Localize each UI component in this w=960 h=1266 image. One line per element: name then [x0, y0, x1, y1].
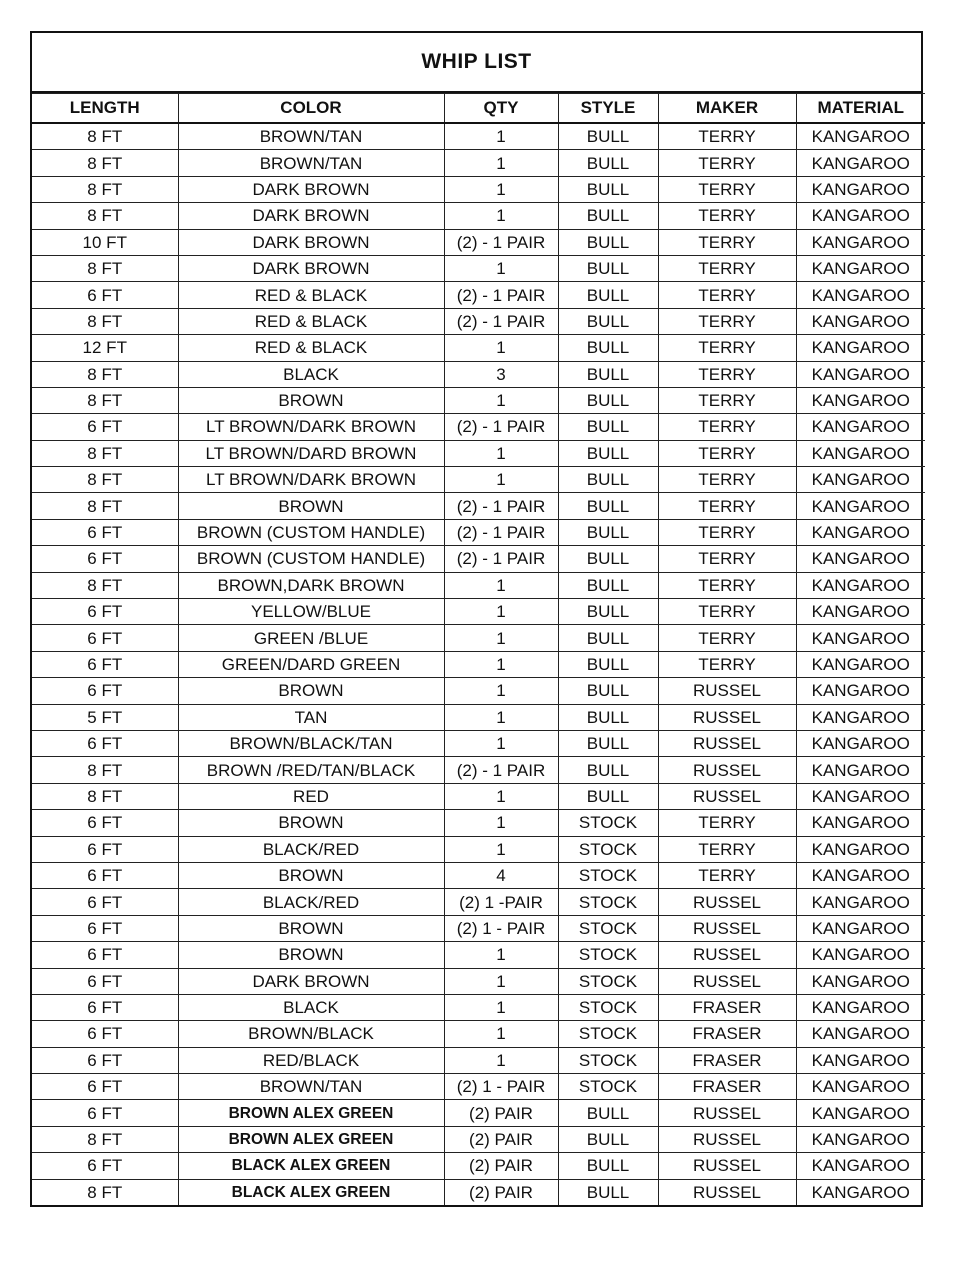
cell-maker: TERRY: [658, 335, 796, 361]
cell-maker: TERRY: [658, 387, 796, 413]
cell-maker: TERRY: [658, 836, 796, 862]
cell-material: KANGAROO: [796, 255, 925, 281]
table-row: [32, 757, 925, 783]
cell-style: BULL: [558, 493, 658, 519]
cell-color: BROWN,DARK BROWN: [178, 572, 444, 598]
cell-color: BLACK/RED: [178, 836, 444, 862]
table-row: [32, 335, 925, 361]
cell-color: BROWN: [178, 862, 444, 888]
cell-style: STOCK: [558, 862, 658, 888]
cell-style: STOCK: [558, 994, 658, 1020]
cell-qty: 1: [444, 942, 558, 968]
cell-color: LT BROWN/DARD BROWN: [178, 440, 444, 466]
cell-color: BROWN: [178, 387, 444, 413]
cell-length: 6 FT: [32, 942, 178, 968]
cell-maker: RUSSEL: [658, 889, 796, 915]
cell-maker: TERRY: [658, 150, 796, 176]
cell-material: KANGAROO: [796, 704, 925, 730]
cell-length: 8 FT: [32, 493, 178, 519]
cell-color: DARK BROWN: [178, 203, 444, 229]
cell-length: 8 FT: [32, 255, 178, 281]
cell-style: BULL: [558, 625, 658, 651]
cell-maker: FRASER: [658, 1021, 796, 1047]
cell-style: BULL: [558, 440, 658, 466]
cell-maker: TERRY: [658, 282, 796, 308]
table-row: [32, 1126, 925, 1152]
cell-qty: 1: [444, 335, 558, 361]
cell-maker: TERRY: [658, 414, 796, 440]
cell-material: KANGAROO: [796, 572, 925, 598]
cell-maker: FRASER: [658, 1047, 796, 1073]
cell-material: KANGAROO: [796, 810, 925, 836]
cell-maker: TERRY: [658, 176, 796, 202]
cell-length: 6 FT: [32, 1100, 178, 1126]
cell-maker: RUSSEL: [658, 1126, 796, 1152]
cell-color: BROWN ALEX GREEN: [178, 1100, 444, 1126]
cell-qty: (2) PAIR: [444, 1179, 558, 1205]
table-row: [32, 1074, 925, 1100]
whip-table: [32, 93, 925, 1205]
cell-material: KANGAROO: [796, 282, 925, 308]
cell-material: KANGAROO: [796, 968, 925, 994]
cell-color: BLACK/RED: [178, 889, 444, 915]
cell-color: BROWN: [178, 942, 444, 968]
table-row: [32, 862, 925, 888]
table-row: [32, 546, 925, 572]
table-row: [32, 889, 925, 915]
table-row: [32, 942, 925, 968]
cell-material: KANGAROO: [796, 546, 925, 572]
cell-color: BLACK: [178, 994, 444, 1020]
cell-material: KANGAROO: [796, 625, 925, 651]
cell-material: KANGAROO: [796, 467, 925, 493]
table-row: [32, 915, 925, 941]
cell-style: BULL: [558, 757, 658, 783]
table-row: [32, 150, 925, 176]
cell-length: 8 FT: [32, 783, 178, 809]
cell-material: KANGAROO: [796, 203, 925, 229]
cell-color: BROWN/BLACK: [178, 1021, 444, 1047]
cell-maker: RUSSEL: [658, 783, 796, 809]
cell-qty: 1: [444, 836, 558, 862]
cell-length: 6 FT: [32, 678, 178, 704]
table-row: [32, 203, 925, 229]
column-header-qty: QTY: [444, 94, 558, 124]
cell-maker: TERRY: [658, 810, 796, 836]
cell-color: RED: [178, 783, 444, 809]
cell-color: BROWN: [178, 678, 444, 704]
table-row: [32, 1153, 925, 1179]
cell-length: 8 FT: [32, 467, 178, 493]
cell-material: KANGAROO: [796, 836, 925, 862]
cell-material: KANGAROO: [796, 942, 925, 968]
cell-length: 6 FT: [32, 1074, 178, 1100]
cell-style: STOCK: [558, 1047, 658, 1073]
cell-maker: TERRY: [658, 308, 796, 334]
cell-qty: 1: [444, 387, 558, 413]
cell-length: 6 FT: [32, 862, 178, 888]
cell-color: BROWN (CUSTOM HANDLE): [178, 546, 444, 572]
cell-length: 6 FT: [32, 730, 178, 756]
cell-qty: (2) - 1 PAIR: [444, 282, 558, 308]
cell-style: STOCK: [558, 810, 658, 836]
cell-length: 6 FT: [32, 968, 178, 994]
cell-style: BULL: [558, 1126, 658, 1152]
cell-material: KANGAROO: [796, 440, 925, 466]
cell-style: BULL: [558, 414, 658, 440]
cell-qty: 1: [444, 1047, 558, 1073]
table-row: [32, 836, 925, 862]
cell-style: BULL: [558, 203, 658, 229]
table-row: [32, 783, 925, 809]
cell-material: KANGAROO: [796, 1100, 925, 1126]
cell-maker: RUSSEL: [658, 678, 796, 704]
table-row: [32, 493, 925, 519]
cell-maker: TERRY: [658, 255, 796, 281]
cell-color: BLACK ALEX GREEN: [178, 1179, 444, 1205]
cell-color: BROWN/BLACK/TAN: [178, 730, 444, 756]
cell-maker: RUSSEL: [658, 704, 796, 730]
cell-qty: 1: [444, 704, 558, 730]
cell-style: STOCK: [558, 915, 658, 941]
table-row: [32, 361, 925, 387]
cell-qty: 1: [444, 968, 558, 994]
cell-length: 8 FT: [32, 123, 178, 150]
cell-maker: FRASER: [658, 994, 796, 1020]
column-header-material: MATERIAL: [796, 94, 925, 124]
cell-material: KANGAROO: [796, 335, 925, 361]
cell-length: 8 FT: [32, 757, 178, 783]
cell-material: KANGAROO: [796, 387, 925, 413]
cell-maker: TERRY: [658, 203, 796, 229]
cell-length: 8 FT: [32, 387, 178, 413]
cell-qty: 1: [444, 203, 558, 229]
cell-style: STOCK: [558, 1074, 658, 1100]
cell-style: BULL: [558, 255, 658, 281]
cell-material: KANGAROO: [796, 1153, 925, 1179]
table-row: [32, 229, 925, 255]
cell-maker: TERRY: [658, 625, 796, 651]
cell-qty: (2) PAIR: [444, 1153, 558, 1179]
cell-color: BROWN/TAN: [178, 123, 444, 150]
cell-qty: (2) - 1 PAIR: [444, 519, 558, 545]
cell-style: BULL: [558, 678, 658, 704]
cell-style: BULL: [558, 546, 658, 572]
cell-color: BROWN: [178, 810, 444, 836]
cell-color: DARK BROWN: [178, 229, 444, 255]
table-row: [32, 1100, 925, 1126]
cell-style: BULL: [558, 1153, 658, 1179]
cell-color: BROWN: [178, 915, 444, 941]
cell-maker: TERRY: [658, 599, 796, 625]
cell-qty: 1: [444, 810, 558, 836]
table-row: [32, 123, 925, 150]
cell-qty: 3: [444, 361, 558, 387]
cell-material: KANGAROO: [796, 1074, 925, 1100]
cell-style: BULL: [558, 282, 658, 308]
table-row: [32, 678, 925, 704]
cell-color: BROWN (CUSTOM HANDLE): [178, 519, 444, 545]
cell-material: KANGAROO: [796, 862, 925, 888]
cell-maker: RUSSEL: [658, 942, 796, 968]
cell-material: KANGAROO: [796, 414, 925, 440]
cell-qty: 1: [444, 678, 558, 704]
cell-color: BROWN: [178, 493, 444, 519]
cell-color: RED & BLACK: [178, 282, 444, 308]
table-row: [32, 282, 925, 308]
cell-color: DARK BROWN: [178, 176, 444, 202]
cell-maker: RUSSEL: [658, 1179, 796, 1205]
cell-qty: 1: [444, 150, 558, 176]
table-row: [32, 414, 925, 440]
cell-qty: (2) - 1 PAIR: [444, 493, 558, 519]
cell-length: 6 FT: [32, 810, 178, 836]
cell-style: STOCK: [558, 836, 658, 862]
cell-color: YELLOW/BLUE: [178, 599, 444, 625]
cell-maker: RUSSEL: [658, 1153, 796, 1179]
cell-maker: TERRY: [658, 651, 796, 677]
cell-maker: RUSSEL: [658, 757, 796, 783]
cell-maker: TERRY: [658, 546, 796, 572]
cell-material: KANGAROO: [796, 1179, 925, 1205]
cell-color: GREEN/DARD GREEN: [178, 651, 444, 677]
cell-length: 8 FT: [32, 308, 178, 334]
table-row: [32, 387, 925, 413]
cell-material: KANGAROO: [796, 229, 925, 255]
cell-color: BROWN/TAN: [178, 150, 444, 176]
cell-material: KANGAROO: [796, 1021, 925, 1047]
table-row: [32, 308, 925, 334]
cell-qty: 1: [444, 123, 558, 150]
page-title: WHIP LIST: [32, 33, 921, 93]
cell-qty: 4: [444, 862, 558, 888]
table-row: [32, 255, 925, 281]
cell-style: BULL: [558, 599, 658, 625]
table-row: [32, 994, 925, 1020]
cell-qty: (2) - 1 PAIR: [444, 308, 558, 334]
cell-color: LT BROWN/DARK BROWN: [178, 414, 444, 440]
cell-style: BULL: [558, 730, 658, 756]
cell-color: DARK BROWN: [178, 255, 444, 281]
cell-material: KANGAROO: [796, 651, 925, 677]
cell-style: STOCK: [558, 889, 658, 915]
cell-color: LT BROWN/DARK BROWN: [178, 467, 444, 493]
cell-color: BLACK ALEX GREEN: [178, 1153, 444, 1179]
cell-color: RED & BLACK: [178, 308, 444, 334]
cell-qty: 1: [444, 1021, 558, 1047]
cell-style: BULL: [558, 176, 658, 202]
cell-length: 6 FT: [32, 546, 178, 572]
cell-color: RED/BLACK: [178, 1047, 444, 1073]
cell-qty: 1: [444, 994, 558, 1020]
cell-color: BROWN /RED/TAN/BLACK: [178, 757, 444, 783]
cell-qty: 1: [444, 176, 558, 202]
cell-style: BULL: [558, 335, 658, 361]
cell-color: GREEN /BLUE: [178, 625, 444, 651]
cell-length: 6 FT: [32, 519, 178, 545]
cell-length: 8 FT: [32, 1179, 178, 1205]
cell-maker: RUSSEL: [658, 968, 796, 994]
cell-material: KANGAROO: [796, 176, 925, 202]
cell-maker: RUSSEL: [658, 1100, 796, 1126]
cell-length: 6 FT: [32, 599, 178, 625]
cell-maker: TERRY: [658, 467, 796, 493]
cell-material: KANGAROO: [796, 730, 925, 756]
cell-qty: (2) 1 - PAIR: [444, 915, 558, 941]
column-header-style: STYLE: [558, 94, 658, 124]
cell-material: KANGAROO: [796, 678, 925, 704]
cell-length: 6 FT: [32, 889, 178, 915]
column-header-length: LENGTH: [32, 94, 178, 124]
table-body: [32, 123, 925, 1205]
cell-length: 8 FT: [32, 1126, 178, 1152]
table-row: [32, 704, 925, 730]
cell-material: KANGAROO: [796, 915, 925, 941]
cell-color: TAN: [178, 704, 444, 730]
column-header-maker: MAKER: [658, 94, 796, 124]
cell-style: BULL: [558, 572, 658, 598]
cell-length: 5 FT: [32, 704, 178, 730]
whip-list-sheet: [30, 31, 923, 1207]
cell-length: 6 FT: [32, 651, 178, 677]
cell-qty: (2) - 1 PAIR: [444, 546, 558, 572]
cell-length: 6 FT: [32, 915, 178, 941]
cell-material: KANGAROO: [796, 889, 925, 915]
cell-length: 6 FT: [32, 414, 178, 440]
cell-length: 8 FT: [32, 572, 178, 598]
cell-qty: (2) 1 -PAIR: [444, 889, 558, 915]
cell-maker: FRASER: [658, 1074, 796, 1100]
cell-length: 6 FT: [32, 282, 178, 308]
cell-length: 10 FT: [32, 229, 178, 255]
cell-color: RED & BLACK: [178, 335, 444, 361]
cell-length: 6 FT: [32, 1153, 178, 1179]
cell-qty: (2) PAIR: [444, 1126, 558, 1152]
cell-color: BLACK: [178, 361, 444, 387]
cell-maker: RUSSEL: [658, 915, 796, 941]
cell-length: 6 FT: [32, 1021, 178, 1047]
cell-length: 12 FT: [32, 335, 178, 361]
table-row: [32, 572, 925, 598]
table-row: [32, 519, 925, 545]
cell-maker: TERRY: [658, 572, 796, 598]
table-row: [32, 1179, 925, 1205]
cell-material: KANGAROO: [796, 783, 925, 809]
cell-material: KANGAROO: [796, 361, 925, 387]
cell-qty: (2) PAIR: [444, 1100, 558, 1126]
cell-maker: TERRY: [658, 229, 796, 255]
cell-qty: (2) - 1 PAIR: [444, 757, 558, 783]
table-row: [32, 968, 925, 994]
cell-style: STOCK: [558, 968, 658, 994]
cell-qty: 1: [444, 783, 558, 809]
cell-qty: (2) - 1 PAIR: [444, 414, 558, 440]
cell-style: BULL: [558, 308, 658, 334]
table-row: [32, 625, 925, 651]
cell-maker: TERRY: [658, 361, 796, 387]
cell-qty: 1: [444, 625, 558, 651]
cell-style: BULL: [558, 783, 658, 809]
cell-style: BULL: [558, 229, 658, 255]
cell-style: BULL: [558, 123, 658, 150]
cell-material: KANGAROO: [796, 493, 925, 519]
header-row: [32, 94, 925, 124]
cell-maker: TERRY: [658, 493, 796, 519]
table-row: [32, 1047, 925, 1073]
cell-qty: (2) 1 - PAIR: [444, 1074, 558, 1100]
table-row: [32, 467, 925, 493]
cell-material: KANGAROO: [796, 519, 925, 545]
cell-material: KANGAROO: [796, 1126, 925, 1152]
cell-material: KANGAROO: [796, 308, 925, 334]
cell-color: BROWN/TAN: [178, 1074, 444, 1100]
cell-qty: (2) - 1 PAIR: [444, 229, 558, 255]
cell-length: 6 FT: [32, 836, 178, 862]
table-row: [32, 730, 925, 756]
cell-color: BROWN ALEX GREEN: [178, 1126, 444, 1152]
cell-material: KANGAROO: [796, 150, 925, 176]
cell-qty: 1: [444, 572, 558, 598]
cell-style: BULL: [558, 704, 658, 730]
cell-style: STOCK: [558, 1021, 658, 1047]
cell-style: BULL: [558, 387, 658, 413]
table-row: [32, 810, 925, 836]
cell-style: BULL: [558, 361, 658, 387]
cell-length: 8 FT: [32, 440, 178, 466]
table-row: [32, 440, 925, 466]
cell-maker: RUSSEL: [658, 730, 796, 756]
cell-length: 8 FT: [32, 150, 178, 176]
cell-qty: 1: [444, 730, 558, 756]
cell-material: KANGAROO: [796, 123, 925, 150]
cell-maker: TERRY: [658, 440, 796, 466]
cell-style: STOCK: [558, 942, 658, 968]
cell-style: BULL: [558, 519, 658, 545]
table-row: [32, 1021, 925, 1047]
cell-length: 6 FT: [32, 625, 178, 651]
cell-style: BULL: [558, 651, 658, 677]
cell-qty: 1: [444, 255, 558, 281]
table-row: [32, 599, 925, 625]
column-header-color: COLOR: [178, 94, 444, 124]
cell-material: KANGAROO: [796, 757, 925, 783]
cell-length: 8 FT: [32, 203, 178, 229]
cell-qty: 1: [444, 651, 558, 677]
table-row: [32, 176, 925, 202]
cell-maker: TERRY: [658, 123, 796, 150]
cell-qty: 1: [444, 440, 558, 466]
cell-qty: 1: [444, 467, 558, 493]
cell-maker: TERRY: [658, 862, 796, 888]
table-row: [32, 651, 925, 677]
cell-material: KANGAROO: [796, 1047, 925, 1073]
cell-material: KANGAROO: [796, 994, 925, 1020]
cell-length: 8 FT: [32, 361, 178, 387]
cell-qty: 1: [444, 599, 558, 625]
cell-style: BULL: [558, 1100, 658, 1126]
cell-length: 6 FT: [32, 1047, 178, 1073]
cell-style: BULL: [558, 150, 658, 176]
cell-color: DARK BROWN: [178, 968, 444, 994]
cell-maker: TERRY: [658, 519, 796, 545]
cell-length: 6 FT: [32, 994, 178, 1020]
cell-length: 8 FT: [32, 176, 178, 202]
cell-style: BULL: [558, 1179, 658, 1205]
cell-style: BULL: [558, 467, 658, 493]
cell-material: KANGAROO: [796, 599, 925, 625]
